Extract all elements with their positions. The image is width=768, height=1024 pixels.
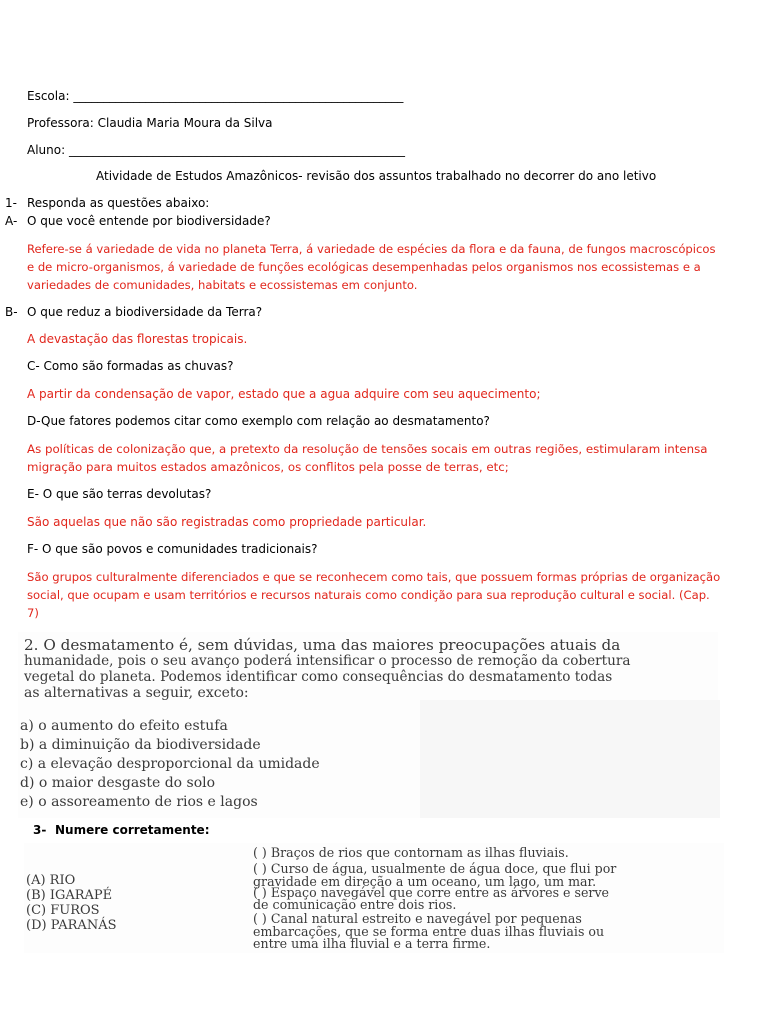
question2-option: a) o aumento do efeito estufa	[20, 718, 228, 734]
column-b-line: ( ) Espaço navegável que corre entre as árvores e serve	[253, 885, 610, 900]
scan-shadow	[420, 700, 720, 818]
question-c: C- Como são formadas as chuvas?	[27, 359, 234, 373]
question-a: O que você entende por biodiversidade?	[27, 214, 271, 228]
question-b-letter: B-	[5, 305, 18, 319]
column-b-line: entre uma ilha fluvial e a terra firme.	[253, 936, 491, 951]
answer-f-line1: São grupos culturalmente diferenciados e que se reconhecem como tais, que possuem formas próprias de organização	[27, 570, 721, 584]
question-d: D-Que fatores podemos citar como exemplo com relação ao desmatamento?	[27, 414, 490, 428]
question2-line1: 2. O desmatamento é, sem dúvidas, uma das maiores preocupações atuais da	[24, 636, 621, 654]
section1-number: 1-	[5, 196, 17, 210]
question2-option: e) o assoreamento de rios e lagos	[20, 794, 258, 810]
answer-a-line1: Refere-se á variedade de vida no planeta Terra, á variedade de espécies da flora e da fauna, de fungos macroscópicos	[27, 242, 716, 256]
answer-f-line2: social, que ocupam e usam territórios e recursos naturais como condição para sua reprodução cultural e social. (Cap.	[27, 588, 710, 602]
question2-line2: humanidade, pois o seu avanço poderá intensificar o processo de remoção da cobertura	[24, 653, 631, 669]
column-b-line: embarcações, que se forma entre duas ilhas fluviais ou	[253, 924, 605, 939]
question2-option: d) o maior desgaste do solo	[20, 775, 216, 791]
question2-option: c) a elevação desproporcional da umidade	[20, 756, 320, 772]
aluno-line: Aluno: ________________________________________________________	[27, 143, 405, 157]
question-a-letter: A-	[5, 214, 18, 228]
activity-title: Atividade de Estudos Amazônicos- revisão dos assuntos trabalhado no decorrer do ano letivo	[96, 169, 657, 183]
answer-e: São aquelas que não são registradas como propriedade particular.	[27, 515, 427, 529]
question-b: O que reduz a biodiversidade da Terra?	[27, 305, 263, 319]
escola-line: Escola: _______________________________________________________	[27, 89, 404, 103]
section1-instruction: Responda as questões abaixo:	[27, 196, 210, 210]
answer-c: A partir da condensação de vapor, estado que a agua adquire com seu aquecimento;	[27, 387, 541, 401]
question2-line3: vegetal do planeta. Podemos identificar como consequências do desmatamento todas	[24, 669, 613, 685]
answer-d-line2: migração para muitos estados amazônicos, os conflitos pela posse de terras, etc;	[27, 460, 509, 474]
professora-line: Professora: Claudia Maria Moura da Silva	[27, 116, 273, 130]
answer-a-line3: variedades de comunidades, habitats e ecossistemas em conjunto.	[27, 278, 418, 292]
column-b-line: de comunicação entre dois rios.	[253, 897, 457, 912]
column-a-item: (B) IGARAPÉ	[26, 888, 113, 903]
question-f: F- O que são povos e comunidades tradicionais?	[27, 542, 318, 556]
column-a-item: (A) RIO	[26, 873, 76, 888]
column-a-item: (D) PARANÁS	[26, 918, 117, 933]
answer-d-line1: As políticas de colonização que, a pretexto da resolução de tensões socais em outras regiões, estimularam intensa	[27, 442, 708, 456]
answer-a-line2: e de micro-organismos, á variedade de funções ecológicas desempenhadas pelos organismos nos ecossistemas e a	[27, 260, 701, 274]
question2-option: b) a diminuição da biodiversidade	[20, 737, 261, 753]
column-a-item: (C) FUROS	[26, 903, 100, 918]
question-e: E- O que são terras devolutas?	[27, 487, 212, 501]
answer-b: A devastação das florestas tropicais.	[27, 332, 248, 346]
column-b-line: ( ) Canal natural estreito e navegável por pequenas	[253, 911, 582, 926]
answer-f-line3: 7)	[27, 606, 39, 620]
column-b-line: ( ) Braços de rios que contornam as ilhas fluviais.	[253, 845, 569, 860]
question3-number: 3-	[33, 823, 47, 837]
column-b-line: gravidade em direção a um oceano, um lago, um mar.	[253, 874, 597, 889]
column-b-line: ( ) Curso de água, usualmente de água doce, que flui por	[253, 861, 617, 876]
question2-line4: as alternativas a seguir, exceto:	[24, 685, 249, 701]
question3-instruction: Numere corretamente:	[55, 823, 210, 837]
